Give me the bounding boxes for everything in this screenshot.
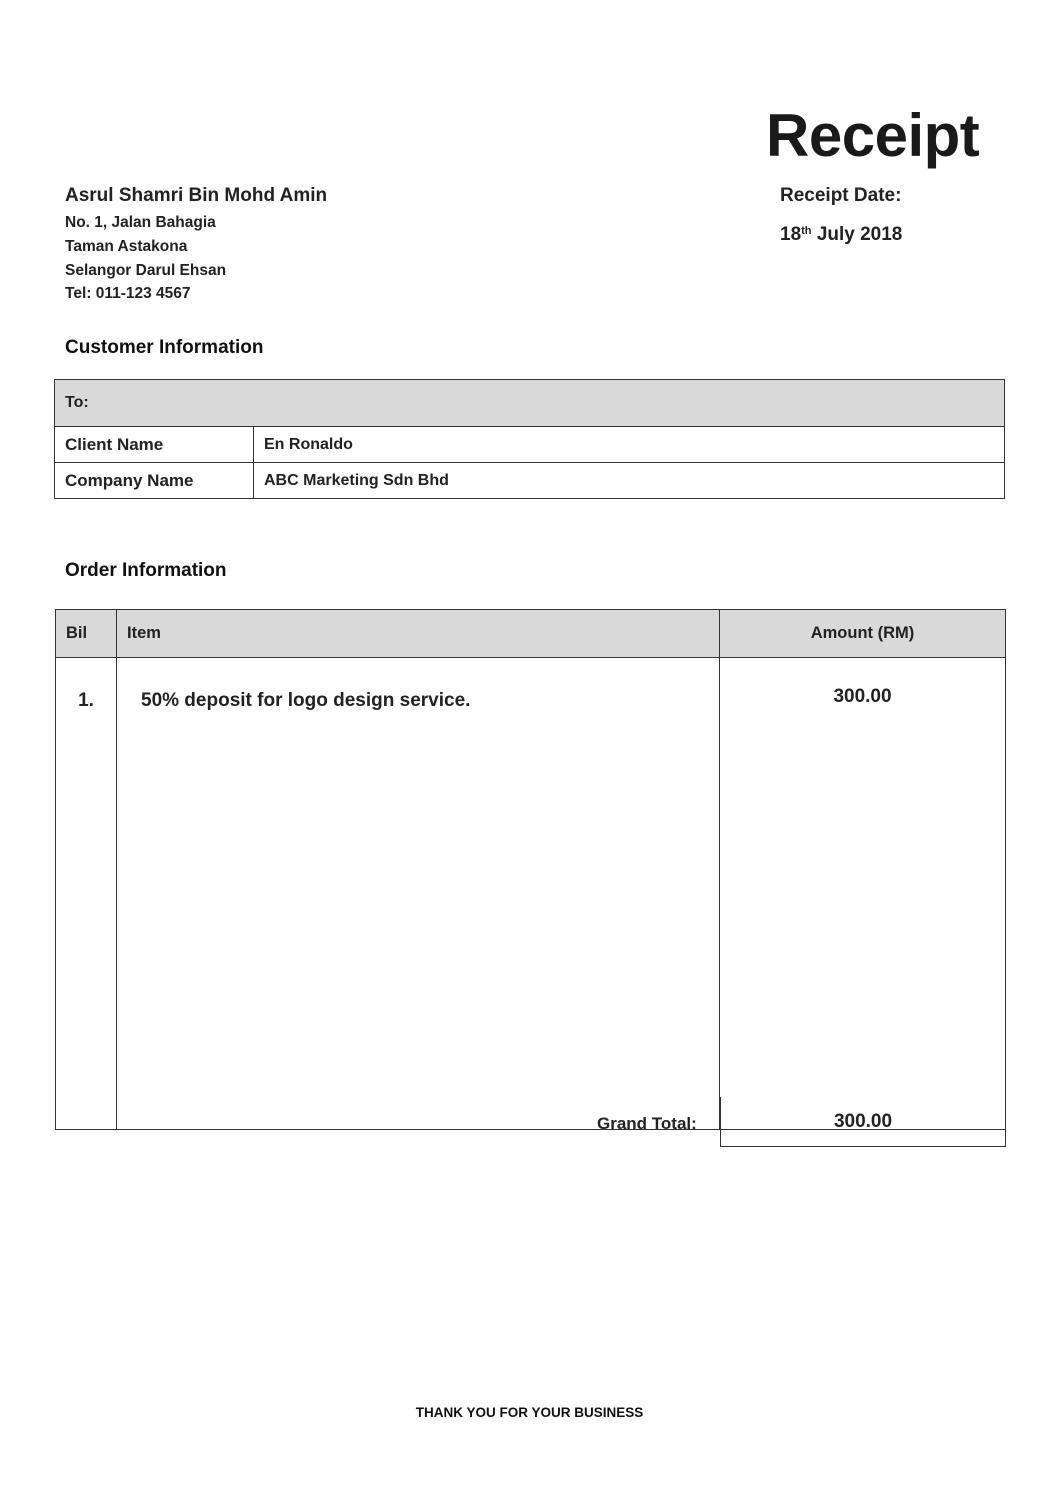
receipt-date-day-suffix: th <box>801 225 812 237</box>
column-header-bil: Bil <box>56 610 117 658</box>
client-name-label: Client Name <box>55 427 254 463</box>
order-table-header-row <box>56 610 1006 658</box>
order-item-amount: 300.00 <box>720 658 1006 1130</box>
receipt-date-day: 18 <box>780 224 802 245</box>
order-info-heading: Order Information <box>65 560 227 581</box>
customer-info-heading: Customer Information <box>65 337 264 358</box>
to-label: To: <box>55 380 1005 427</box>
customer-row-client <box>55 427 1005 463</box>
column-header-item: Item <box>117 610 720 658</box>
customer-info-table <box>54 379 1005 499</box>
sender-tel: Tel: 011-123 4567 <box>65 285 191 302</box>
order-item-description: 50% deposit for logo design service. <box>117 658 720 1130</box>
grand-total-label: Grand Total: <box>597 1114 697 1133</box>
document-title: Receipt <box>766 102 980 169</box>
client-name-value: En Ronaldo <box>254 427 1005 463</box>
sender-address-line-2: Taman Astakona <box>65 238 188 255</box>
order-item-bil: 1. <box>56 658 117 1130</box>
customer-table-header-row <box>55 380 1005 427</box>
receipt-date-label: Receipt Date: <box>780 185 902 206</box>
sender-address-line-3: Selangor Darul Ehsan <box>65 262 227 279</box>
sender-address-line-1: No. 1, Jalan Bahagia <box>65 214 216 231</box>
order-table <box>55 609 1006 1130</box>
thank-you-note: THANK YOU FOR YOUR BUSINESS <box>415 1405 644 1420</box>
company-name-value: ABC Marketing Sdn Bhd <box>254 463 1005 499</box>
customer-row-company <box>55 463 1005 499</box>
order-table-row <box>56 658 1006 1130</box>
receipt-date-month-year: July 2018 <box>816 224 903 245</box>
receipt-date-value <box>780 224 902 246</box>
company-name-label: Company Name <box>55 463 254 499</box>
sender-name: Asrul Shamri Bin Mohd Amin <box>65 185 328 206</box>
grand-total-value: 300.00 <box>720 1097 1006 1147</box>
column-header-amount: Amount (RM) <box>720 610 1006 658</box>
